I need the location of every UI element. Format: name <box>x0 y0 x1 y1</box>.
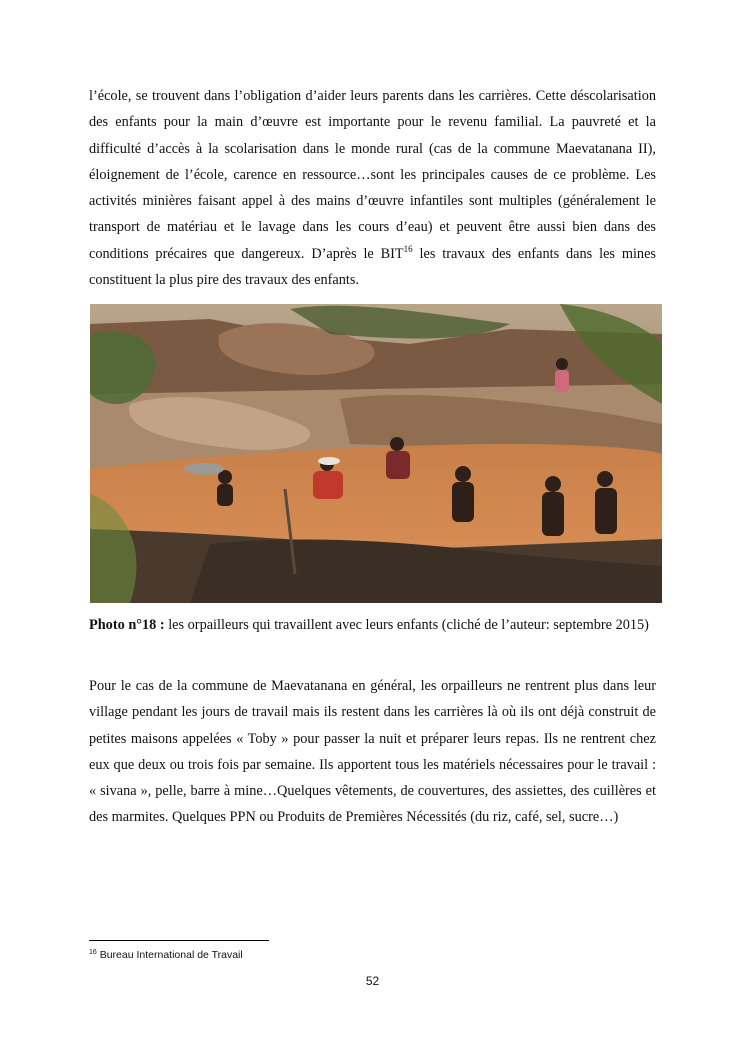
paragraph-1-text-b: les travaux des enfants dans les mines constituent la plus pire des travaux des enfants. <box>89 245 656 289</box>
footnote <box>89 947 243 963</box>
footnote-text: Bureau International de Travail <box>96 949 243 961</box>
footnote-number: 16 <box>89 949 97 956</box>
body-paragraph-2: Pour le cas de la commune de Maevatanana en général, les orpailleurs ne rentrent plus dans leur village pendant les jours de travail mais ils restent dans les carrières là où ils ont déjà construit de petites maisons appelées « Toby » pour passer la nuit et préparer leurs repas. Ils ne rentrent chez eux que deux ou trois fois par semaine. Ils apportent tous les matériels nécessaires pour le travail : « sivana », pelle, barre à mine…Quelques vêtements, de couvertures, des assiettes, des cuillères et des marmites. Quelques PPN ou Produits de Premières Nécessités (du riz, café, sel, sucre…) <box>89 678 656 826</box>
footnote-reference: 16 <box>403 243 413 254</box>
page-number: 52 <box>365 974 380 988</box>
photo-illustration <box>90 304 662 603</box>
photo-gold-panners <box>90 304 662 603</box>
footnote-separator <box>89 940 269 941</box>
photo-caption-text: les orpailleurs qui travaillent avec leurs enfants (cliché de l’auteur: septembre 2015) <box>164 617 649 633</box>
body-paragraph-1 <box>89 83 656 293</box>
paragraph-1-text-a: l’école, se trouvent dans l’obligation d’aider leurs parents dans les carrières. Cette déscolarisation des enfants pour la main d’œuvre est importante pour le revenu familial. La pauvreté et la difficulté d’accès à la scolarisation dans le monde rural (cas de la commune Maevatanana II), éloignement de l’école, carence en ressource…sont les principales causes de ce problème. Les activités minières faisant appel à des mains d’œuvre infantiles sont multiples (généralement le transport de matériau et le lavage dans les cours d’eau) et peuvent être aussi bien dans des conditions précaires que dangereux. D’après le BIT <box>89 88 656 262</box>
photo-caption <box>89 612 656 638</box>
photo-caption-label: Photo n°18 : <box>89 617 165 633</box>
